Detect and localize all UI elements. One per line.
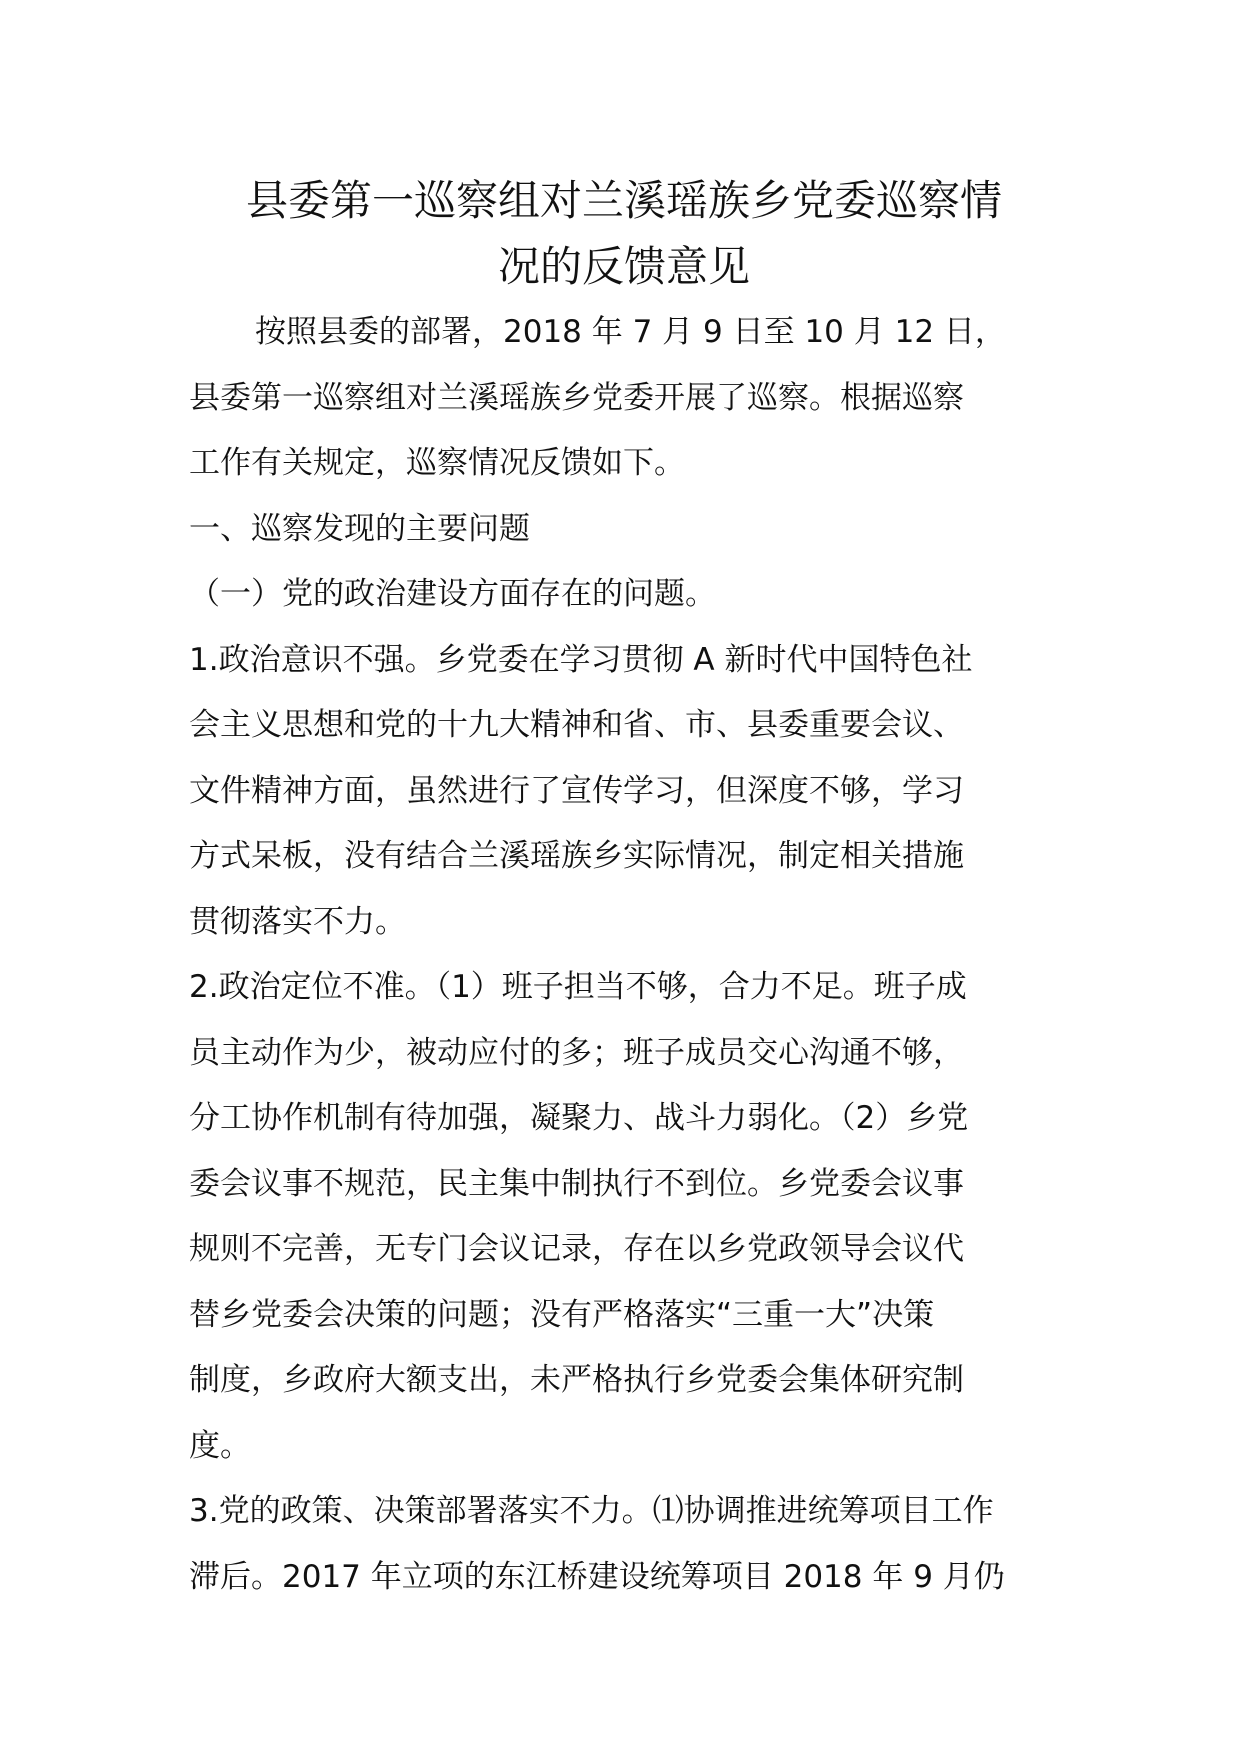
body-line: 1.政治意识不强。乡党委在学习贯彻 A 新时代中国特色社 xyxy=(189,641,973,678)
body-line: 分工协作机制有待加强，凝聚力、战斗力弱化。（2）乡党 xyxy=(189,1100,969,1136)
body-line: 3.党的政策、决策部署落实不力。⑴协调推进统筹项目工作 xyxy=(189,1493,994,1529)
document-page xyxy=(189,168,1059,1610)
body-line: 会主义思想和党的十九大精神和省、市、县委重要会议、 xyxy=(189,707,964,743)
body-line: 文件精神方面，虽然进行了宣传学习，但深度不够，学习 xyxy=(189,772,964,809)
body-line: 规则不完善，无专门会议记录，存在以乡党政领导会议代 xyxy=(189,1231,964,1267)
subsection-heading: （一）党的政治建设方面存在的问题。 xyxy=(189,576,716,612)
body-line: 委会议事不规范，民主集中制执行不到位。乡党委会议事 xyxy=(189,1165,964,1202)
title-line-1: 县委第一巡察组对兰溪瑶族乡党委巡察情 xyxy=(245,176,1002,225)
body-line: 替乡党委会决策的问题；没有严格落实“三重一大”决策 xyxy=(189,1296,935,1333)
body-line: 2.政治定位不准。（1）班子担当不够，合力不足。班子成 xyxy=(189,969,967,1005)
body-line: 工作有关规定，巡察情况反馈如下。 xyxy=(189,445,685,481)
body-line: 按照县委的部署，2018 年 7 月 9 日至 10 月 12 日， xyxy=(255,314,1006,350)
body-line: 滞后。2017 年立项的东江桥建设统筹项目 2018 年 9 月仍 xyxy=(189,1558,1005,1595)
title-line-2: 况的反馈意见 xyxy=(497,242,750,291)
body-line: 度。 xyxy=(189,1427,251,1464)
section-heading: 一、巡察发现的主要问题 xyxy=(189,510,530,547)
document-title xyxy=(189,168,1059,300)
body-line: 员主动作为少，被动应付的多；班子成员交心沟通不够， xyxy=(189,1034,964,1071)
body-line: 制度，乡政府大额支出，未严格执行乡党委会集体研究制 xyxy=(189,1362,964,1398)
body-line: 贯彻落实不力。 xyxy=(189,903,406,940)
body-line: 县委第一巡察组对兰溪瑶族乡党委开展了巡察。根据巡察 xyxy=(189,379,964,416)
document-body xyxy=(189,300,1059,1610)
body-line: 方式呆板，没有结合兰溪瑶族乡实际情况，制定相关措施 xyxy=(189,838,964,874)
